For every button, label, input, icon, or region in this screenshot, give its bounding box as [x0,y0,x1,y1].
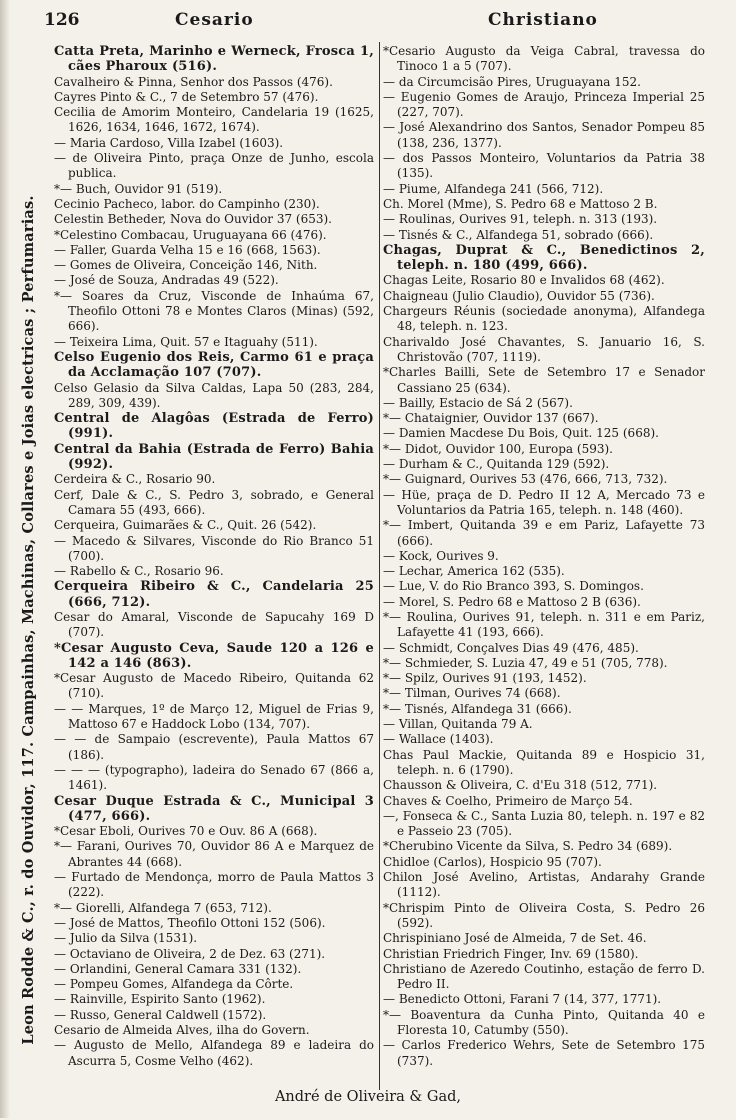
left-running-head: Cesario [175,10,254,30]
directory-entry: — Furtado de Mendonça, morro de Paula Mattos 3 (222). [54,870,374,900]
directory-entry: Cayres Pinto & C., 7 de Setembro 57 (476). [54,89,319,104]
directory-entry: — Pompeu Gomes, Alfandega da Côrte. [54,977,294,992]
directory-entry: Cecinio Pacheco, labor. do Campinho (230). [54,196,320,211]
directory-entry: *— Farani, Ourives 70, Ouvidor 86 A e Marquez de Abrantes 44 (668). [54,839,374,869]
directory-entry: Chrispiniano José de Almeida, 7 de Set. 46. [383,931,647,946]
directory-entry: *Cesario Augusto da Veiga Cabral, travessa do Tinoco 1 a 5 (707). [383,44,705,74]
directory-entry: — Villan, Quitanda 79 A. [383,717,533,732]
directory-entry: — Hüe, praça de D. Pedro II 12 A, Mercado 73 e Voluntarios da Patria 165, teleph. n. 148 (460). [383,487,705,517]
directory-entry: Central de Alagôas (Estrada de Ferro) (991). [54,411,374,442]
directory-entry: Chas Paul Mackie, Quitanda 89 e Hospicio 31, teleph. n. 6 (1790). [383,747,705,777]
directory-entry: — de Oliveira Pinto, praça Onze de Junho, escola publica. [54,151,374,181]
directory-entry: — Bailly, Estacio de Sá 2 (567). [383,395,573,410]
directory-entry: *Cherubino Vicente da Silva, S. Pedro 34 (689). [383,839,673,854]
directory-entry: *— Spilz, Ourives 91 (193, 1452). [383,671,587,686]
directory-entry: — Kock, Ourives 9. [383,548,499,563]
directory-entry: *— Giorelli, Alfandega 7 (653, 712). [54,900,272,915]
directory-entry: — — Marques, 1º de Março 12, Miguel de Frias 9, Mattoso 67 e Haddock Lobo (134, 707). [54,701,374,732]
directory-entry: — Teixeira Lima, Quit. 57 e Itaguahy (511). [54,334,318,349]
directory-entry: — José de Mattos, Theofilo Ottoni 152 (506). [54,915,326,930]
directory-entry: — Tisnés & C., Alfandega 51, sobrado (666). [383,227,654,242]
directory-entry: — Roulinas, Ourives 91, teleph. n. 313 (193). [383,212,658,227]
right-running-head: Christiano [488,10,598,30]
directory-entry: Chagas, Duprat & C., Benedictinos 2, teleph. n. 180 (499, 666). [383,242,705,274]
directory-entry: — Damien Macdese Du Bois, Quit. 125 (668). [383,426,659,441]
directory-entry: *— Roulina, Ourives 91, teleph. n. 311 e em Pariz, Lafayette 41 (193, 666). [383,609,705,640]
directory-entry: — Rainville, Espirito Santo (1962). [54,992,266,1007]
directory-entry: Cesar Duque Estrada & C., Municipal 3 (477, 666). [54,793,374,824]
directory-entry: Cesario de Almeida Alves, ilha do Govern. [54,1023,310,1037]
directory-entry: — da Circumcisão Pires, Uruguayana 152. [383,74,641,89]
page-edge-shadow [0,0,10,1118]
directory-entry: —, Fonseca & C., Santa Luzia 80, teleph. n. 197 e 82 e Passeio 23 (705). [383,808,705,839]
directory-entry: *— Buch, Ouvidor 91 (519). [54,181,223,196]
directory-entry: — Piume, Alfandega 241 (566, 712). [383,181,604,196]
directory-entry: *Cesar Eboli, Ourives 70 e Ouv. 86 A (668). [54,824,318,839]
directory-entry: *— Guignard, Ourives 53 (476, 666, 713, 732). [383,472,668,487]
directory-entry: — Schmidt, Conçalves Dias 49 (476, 485). [383,640,639,655]
directory-entry: Celso Gelasio da Silva Caldas, Lapa 50 (283, 284, 289, 309, 439). [54,380,374,410]
directory-entry: — dos Passos Monteiro, Voluntarios da Patria 38 (135). [383,151,705,181]
directory-entry: — Wallace (1403). [383,732,494,747]
directory-entry: *Cesar Augusto Ceva, Saude 120 a 126 e 142 a 146 (863). [54,640,374,671]
directory-entry: — Rabello & C., Rosario 96. [54,564,224,579]
directory-entry: — Eugenio Gomes de Araujo, Princeza Imperial 25 (227, 707). [383,89,705,120]
directory-entry: Cesar do Amaral, Visconde de Sapucahy 169 D (707). [54,609,374,640]
directory-entry: — Maria Cardoso, Villa Izabel (1603). [54,135,284,150]
directory-entry: Chaves & Coelho, Primeiro de Março 54. [383,793,633,808]
directory-entry: *— Tilman, Ourives 74 (668). [383,686,561,701]
directory-entry: — Carlos Frederico Wehrs, Sete de Setembro 175 (737). [383,1038,705,1068]
directory-entry: Celestin Betheder, Nova do Ouvidor 37 (653). [54,212,332,227]
directory-entry: Cerf, Dale & C., S. Pedro 3, sobrado, e General Camara 55 (493, 666). [54,487,374,517]
margin-advertisement: Leon Rodde & C., r. do Ouvidor, 117. Campainhas, Machinas, Collares e Joias electricas ; Perfumarias. [20,195,37,1045]
directory-entry: Central da Bahia (Estrada de Ferro) Bahia (992). [54,441,374,473]
footer-advertisement: André de Oliveira & Gad, [274,1089,462,1105]
directory-entry: Cerqueira, Guimarães & C., Quit. 26 (542). [54,518,317,533]
directory-entry: Cerqueira Ribeiro & C., Candelaria 25 (666, 712). [54,579,374,610]
directory-entry: Cerdeira & C., Rosario 90. [54,472,216,487]
directory-entry: — Russo, General Caldwell (1572). [54,1007,267,1022]
directory-entry: — José de Souza, Andradas 49 (522). [54,273,279,288]
directory-entry: *— Didot, Ouvidor 100, Europa (593). [383,441,613,456]
directory-entry: — Durham & C., Quitanda 129 (592). [383,457,610,472]
directory-entry: — Lue, V. do Rio Branco 393, S. Domingos. [383,579,644,594]
left-column [54,44,374,1069]
directory-entry: Chagas Leite, Rosario 80 e Invalidos 68 (462). [383,273,665,288]
directory-entry: Ch. Morel (Mme), S. Pedro 68 e Mattoso 2 B. [383,196,658,211]
directory-entry: — José Alexandrino dos Santos, Senador Pompeu 85 (138, 236, 1377). [383,120,705,150]
directory-entry: — — de Sampaio (escrevente), Paula Mattos 67 (186). [54,732,374,762]
directory-entry: *— Imbert, Quitanda 39 e em Pariz, Lafayette 73 (666). [383,518,705,548]
directory-entry: — Macedo & Silvares, Visconde do Rio Branco 51 (700). [54,533,374,563]
directory-entry: — Morel, S. Pedro 68 e Mattoso 2 B (636). [383,594,641,609]
directory-entry: *— Tisnés, Alfandega 31 (666). [383,701,572,716]
directory-entry: Christiano de Azeredo Coutinho, estação de ferro D. Pedro II. [383,961,705,992]
directory-entry: Chidloe (Carlos), Hospicio 95 (707). [383,854,602,869]
directory-entry: Chaigneau (Julio Claudio), Ouvidor 55 (736). [383,288,655,303]
directory-entry: — Lechar, America 162 (535). [383,564,565,579]
page-number: 126 [44,10,80,30]
directory-entry: Cecilia de Amorim Monteiro, Candelaria 19 (1625, 1626, 1634, 1646, 1672, 1674). [54,105,374,135]
directory-entry: — Octaviano de Oliveira, 2 de Dez. 63 (271). [54,946,326,961]
directory-entry: — Faller, Guarda Velha 15 e 16 (668, 1563). [54,242,321,257]
directory-entry: *— Chataignier, Ouvidor 137 (667). [383,411,599,426]
directory-entry: Chilon José Avelino, Artistas, Andarahy Grande (1112). [383,870,705,900]
directory-entry: *Charles Bailli, Sete de Setembro 17 e Senador Cassiano 25 (634). [383,365,705,395]
directory-entry: — — — (typographo), ladeira do Senado 67 (866 a, 1461). [54,762,374,793]
right-column [383,44,705,1069]
directory-entry: *— Soares da Cruz, Visconde de Inhaúma 67, Theofilo Ottoni 78 e Montes Claros (Minas) (592, 666). [54,288,374,334]
directory-entry: — Gomes de Oliveira, Conceição 146, Nith. [54,258,318,273]
directory-entry: *— Boaventura da Cunha Pinto, Quitanda 40 e Floresta 10, Catumby (550). [383,1007,705,1037]
directory-entry: Christian Friedrich Finger, Inv. 69 (1580). [383,946,639,961]
directory-entry: — Augusto de Mello, Alfandega 89 e ladeira do Ascurra 5, Cosme Velho (462). [54,1038,374,1068]
directory-entry: Chargeurs Réunis (sociedade anonyma), Alfandega 48, teleph. n. 123. [383,304,705,334]
directory-entry: Celso Eugenio dos Reis, Carmo 61 e praça da Acclamação 107 (707). [54,349,374,381]
column-divider [379,42,380,1090]
directory-entry: Charivaldo José Chavantes, S. Januario 16, S. Christovão (707, 1119). [383,334,705,364]
directory-entry: Catta Preta, Marinho e Werneck, Frosca 1, cães Pharoux (516). [54,44,374,75]
directory-entry: *Cesar Augusto de Macedo Ribeiro, Quitanda 62 (710). [54,671,374,701]
directory-entry: — Benedicto Ottoni, Farani 7 (14, 377, 1771). [383,992,662,1007]
directory-entry: Chausson & Oliveira, C. d'Eu 318 (512, 771). [383,778,658,793]
directory-entry: *Celestino Combacau, Uruguayana 66 (476). [54,227,327,242]
directory-entry: *Chrispim Pinto de Oliveira Costa, S. Pedro 26 (592). [383,900,705,930]
directory-entry: Cavalheiro & Pinna, Senhor dos Passos (476). [54,74,333,89]
directory-entry: — Julio da Silva (1531). [54,931,198,946]
directory-entry: — Orlandini, General Camara 331 (132). [54,961,302,976]
directory-entry: *— Schmieder, S. Luzia 47, 49 e 51 (705, 778). [383,655,668,670]
